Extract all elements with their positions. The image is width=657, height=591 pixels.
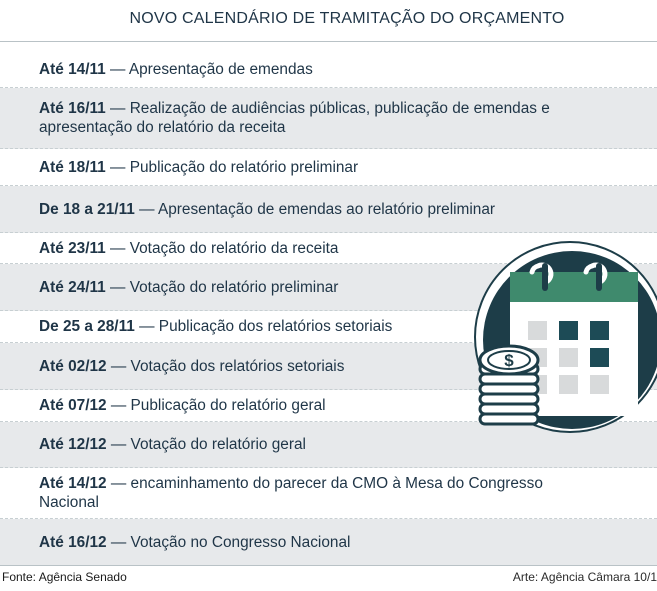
art-credit: Arte: Agência Câmara 10/1 [512, 570, 657, 584]
schedule-description: — Votação dos relatórios setoriais [106, 357, 345, 375]
schedule-date: Até 23/11 [39, 239, 106, 257]
schedule-item [0, 149, 657, 186]
source-credit: Fonte: Agência Senado [2, 570, 127, 584]
schedule-description: — Votação do relatório preliminar [105, 278, 339, 296]
schedule-date: Até 16/11 [39, 100, 106, 117]
schedule-date: Até 12/12 [39, 436, 107, 453]
schedule-date: De 25 a 28/11 [39, 318, 135, 335]
schedule-date: Até 18/11 [39, 158, 106, 176]
schedule-item [0, 186, 657, 233]
schedule-date: Até 02/12 [39, 357, 107, 375]
schedule-description: — Votação no Congresso Nacional [106, 533, 351, 551]
svg-text:$: $ [504, 351, 514, 370]
schedule-description: — Publicação do relatório geral [106, 397, 326, 414]
calendar-money-icon [470, 236, 657, 438]
schedule-date: Até 07/12 [39, 397, 107, 414]
schedule-date: Até 14/11 [39, 61, 106, 78]
page-title: NOVO CALENDÁRIO DE TRAMITAÇÃO DO ORÇAMENTO [129, 10, 565, 27]
schedule-description: — Publicação do relatório preliminar [105, 158, 359, 176]
calendar-cells [528, 321, 609, 394]
footer-divider [0, 565, 657, 566]
schedule-date: De 18 a 21/11 [39, 200, 135, 218]
schedule-description: — Votação do relatório da receita [105, 239, 339, 257]
schedule-date: Até 16/12 [39, 533, 107, 551]
coin-stack-icon [480, 346, 538, 424]
schedule-item [0, 88, 657, 149]
calendar-header [510, 272, 638, 302]
schedule-item [0, 52, 657, 88]
title-divider [0, 41, 657, 42]
schedule-description: — Realização de audiências públicas, publicação de emendas e apresentação do relatório da receita [39, 100, 550, 136]
schedule-description: — Votação do relatório geral [106, 436, 306, 453]
schedule-description: — encaminhamento do parecer da CMO à Mesa do Congresso Nacional [39, 475, 543, 511]
schedule-date: Até 24/11 [39, 278, 106, 296]
schedule-item [0, 519, 657, 565]
schedule-description: — Publicação dos relatórios setoriais [134, 318, 393, 335]
schedule-description: — Apresentação de emendas [105, 61, 313, 78]
schedule-description: — Apresentação de emendas ao relatório preliminar [134, 200, 496, 218]
schedule-item [0, 468, 657, 519]
schedule-date: Até 14/12 [39, 475, 107, 492]
